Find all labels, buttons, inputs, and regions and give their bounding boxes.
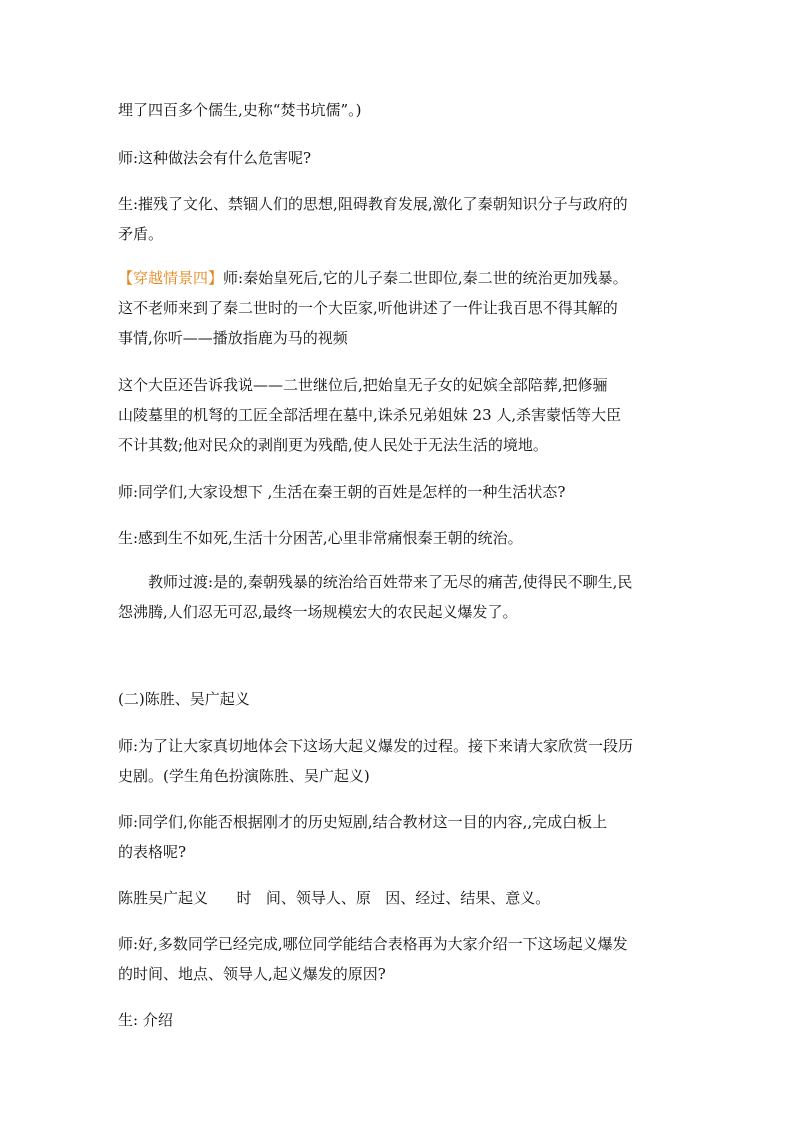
- section-heading-chen-sheng-wu-guang: (二)陈胜、吴广起义: [118, 690, 250, 708]
- paragraph-teacher-introduce-line-1: 师:好,多数同学已经完成,哪位同学能结合表格再为大家介绍一下这场起义爆发: [118, 935, 628, 953]
- paragraph-teacher-question-life: 师:同学们,大家设想下 ,生活在秦王朝的百姓是怎样的一种生活状态?: [118, 483, 566, 501]
- paragraph-teacher-drama-line-1: 师:为了让大家真切地体会下这场大起义爆发的过程。接下来请大家欣赏一段历: [118, 737, 634, 755]
- paragraph-teacher-table-line-1: 师:同学们,你能否根据刚才的历史短剧,结合教材这一目的内容,,完成白板上: [118, 813, 608, 831]
- paragraph-teacher-drama-line-2: 史剧。(学生角色扮演陈胜、吴广起义): [118, 767, 370, 785]
- paragraph-scenario-four-line-3: 事情,你听——播放指鹿为马的视频: [118, 329, 348, 347]
- scenario-four-text: 师:秦始皇死后,它的儿子秦二世即位,秦二世的统治更加残暴。: [223, 269, 628, 287]
- paragraph-book-burning-end: 埋了四百多个儒生,史称“焚书坑儒”。): [118, 101, 362, 119]
- paragraph-teacher-question-harm: 师:这种做法会有什么危害呢?: [118, 149, 312, 167]
- paragraph-scenario-four-line-1: [118, 263, 678, 293]
- scenario-tag: 【穿越情景四】: [118, 269, 224, 287]
- paragraph-minister-story-line-3: 不计其数;他对民众的剥削更为残酷,使人民处于无法生活的境地。: [118, 436, 548, 454]
- paragraph-student-introduce: 生: 介绍: [118, 1011, 173, 1029]
- paragraph-teacher-table-line-2: 的表格呢?: [118, 843, 187, 861]
- paragraph-teacher-transition-line-1: 教师过渡:是的,秦朝残暴的统治给百姓带来了无尽的痛苦,使得民不聊生,民: [148, 573, 633, 591]
- paragraph-teacher-introduce-line-2: 的时间、地点、领导人,起义爆发的原因?: [118, 965, 386, 983]
- paragraph-teacher-transition-line-2: 怨沸腾,人们忍无可忍,最终一场规模宏大的农民起义爆发了。: [118, 603, 518, 621]
- paragraph-student-answer-life: 生:感到生不如死,生活十分困苦,心里非常痛恨秦王朝的统治。: [118, 529, 523, 547]
- paragraph-student-answer-harm-line-2: 矛盾。: [118, 225, 164, 243]
- paragraph-scenario-four-line-2: 这不老师来到了秦二世时的一个大臣家,听他讲述了一件让我百思不得其解的: [118, 299, 618, 317]
- paragraph-table-items: 陈胜吴广起义 时 间、领导人、原 因、经过、结果、意义。: [118, 889, 551, 907]
- paragraph-minister-story-line-1: 这个大臣还告诉我说——二世继位后,把始皇无子女的妃嫔全部陪葬,把修骊: [118, 376, 608, 394]
- paragraph-minister-story-line-2: 山陵墓里的机弩的工匠全部活埋在墓中,诛杀兄弟姐妹 23 人,杀害蒙恬等大臣: [118, 406, 622, 424]
- paragraph-student-answer-harm-line-1: 生:摧残了文化、禁锢人们的思想,阻碍教育发展,激化了秦朝知识分子与政府的: [118, 195, 628, 213]
